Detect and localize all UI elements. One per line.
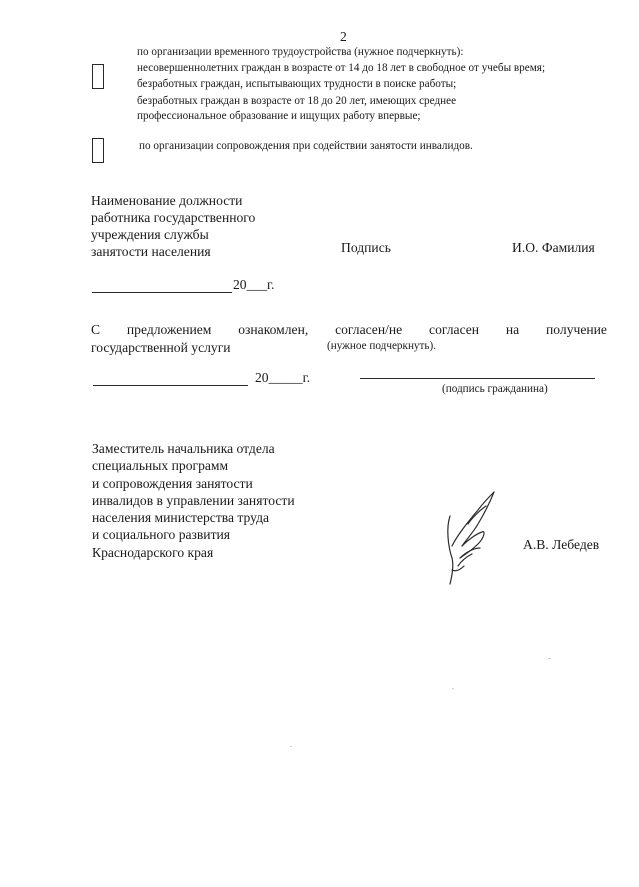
employee-position-line: работника государственного — [91, 210, 256, 225]
citizen-date-suffix: 20_____г. — [255, 370, 311, 385]
option-checkbox-disabled-support[interactable] — [92, 138, 104, 163]
acknowledgement-line-1 — [91, 322, 607, 338]
approver-position-line: Краснодарского края — [92, 544, 214, 560]
option-line: профессиональное образование и ищущих работу впервые; — [137, 110, 421, 122]
employee-position-line: занятости населения — [91, 244, 211, 259]
option-temporary-employment-text — [137, 46, 545, 124]
scan-artifact — [290, 746, 292, 747]
page-number: 2 — [340, 29, 347, 44]
option-disabled-support-text — [139, 140, 473, 154]
citizen-signature-caption: (подпись гражданина) — [442, 383, 548, 395]
employee-position-line: учреждения службы — [91, 227, 209, 242]
ack-word: предложением — [126, 322, 212, 337]
citizen-date-line[interactable] — [93, 385, 248, 386]
employee-date-line[interactable] — [92, 292, 232, 293]
option-line: несовершеннолетних граждан в возрасте от 14 до 18 лет в свободное от учебы время; — [137, 61, 546, 74]
signature-label: Подпись — [341, 240, 391, 255]
option-line: безработных граждан, испытывающих трудности в поиске работы; — [137, 78, 457, 90]
approver-position-line: Заместитель начальника отдела — [92, 441, 275, 456]
approver-position-line: населения министерства труда — [92, 510, 270, 526]
option-checkbox-temporary-employment[interactable] — [92, 64, 104, 89]
approver-position — [92, 440, 295, 561]
employee-date-suffix: 20___г. — [233, 277, 275, 292]
ack-word: С — [91, 322, 101, 337]
approver-name: А.В. Лебедев — [523, 537, 600, 552]
scan-artifact — [548, 658, 551, 659]
ack-word: согласен/не — [335, 322, 403, 337]
employee-position — [91, 192, 255, 260]
approver-position-line: специальных программ — [92, 458, 229, 474]
ack-word: на — [505, 322, 520, 337]
option-line: безработных граждан в возрасте от 18 до 20 лет, имеющих среднее — [137, 94, 457, 107]
handwritten-signature — [428, 488, 508, 590]
citizen-signature-line[interactable] — [360, 378, 595, 379]
employee-position-line: Наименование должности — [91, 193, 243, 208]
approver-position-line: и социального развития — [92, 527, 231, 543]
acknowledgement-line-2: государственной услуги — [91, 340, 231, 355]
approver-position-line: инвалидов в управлении занятости — [92, 492, 295, 508]
approver-position-line: и сопровождения занятости — [92, 475, 253, 491]
ack-word: получение — [546, 322, 607, 337]
ack-word: ознакомлен, — [238, 322, 309, 337]
option-line: по организации сопровождения при содействии занятости инвалидов. — [139, 140, 473, 152]
name-label: И.О. Фамилия — [512, 240, 595, 255]
option-line: по организации временного трудоустройства (нужное подчеркнуть): — [137, 46, 464, 58]
scan-artifact — [452, 688, 454, 689]
underline-note: (нужное подчеркнуть). — [327, 340, 437, 352]
ack-word: согласен — [429, 322, 480, 337]
